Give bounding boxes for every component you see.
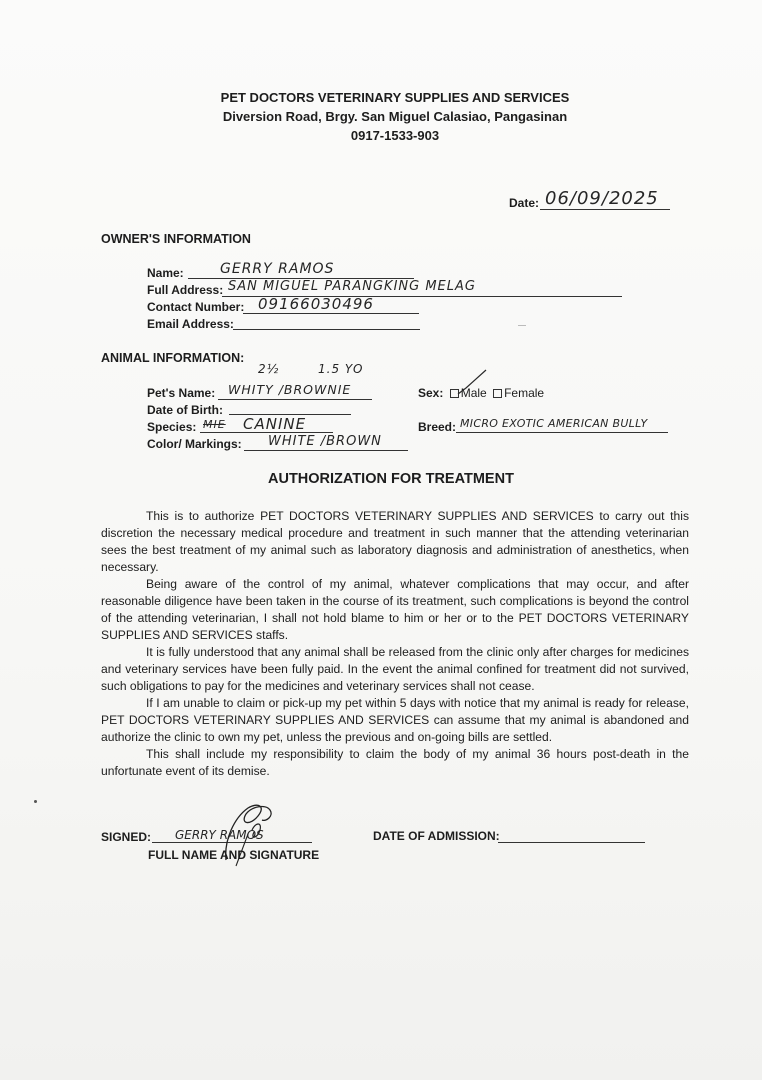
- owner-name-value[interactable]: GERRY RAMOS: [220, 261, 335, 277]
- paragraph-abandonment: If I am unable to claim or pick-up my pet within 5 days with notice that my animal is ready for release, PET DOCTORS VETERINARY SUPPLIES AND SERVICES can assume that my animal is abandoned and authorize the clinic to own my pet, unless the previous and on-going bills are settled.: [101, 696, 689, 744]
- owner-address-value[interactable]: SAN MIGUEL PARANGKING MELAG: [228, 279, 476, 294]
- scan-speck: [34, 800, 37, 803]
- signature-caption: FULL NAME AND SIGNATURE: [148, 848, 320, 862]
- authorization-title: AUTHORIZATION FOR TREATMENT: [268, 471, 514, 487]
- owner-name-label: Name:: [147, 266, 184, 280]
- color-label: Color/ Markings:: [147, 437, 242, 451]
- dob-label: Date of Birth:: [147, 403, 223, 417]
- breed-label: Breed:: [418, 420, 457, 434]
- age-note-2: 1.5 YO: [318, 362, 364, 376]
- admission-line[interactable]: [498, 842, 645, 843]
- color-value[interactable]: WHITE /BROWN: [268, 434, 382, 449]
- date-value[interactable]: 06/09/2025: [545, 188, 659, 209]
- species-value[interactable]: CANINE: [243, 415, 307, 433]
- color-line: [244, 450, 408, 451]
- male-check-mark-icon: [452, 368, 492, 400]
- paragraph-complications: Being aware of the control of my animal, whatever complications that may occur, and after reasonable diligence have been taken in the course of its treatment, such complications is beyond the control of the attending veterinarian, I shall not hold blame to him or her or to the PET DOCTORS VETERINARY SUPPLIES AND SERVICES staffs.: [101, 577, 689, 642]
- breed-line: [456, 432, 668, 433]
- species-label: Species:: [147, 420, 197, 434]
- species-struck-value: MIE: [203, 418, 226, 431]
- owner-contact-label: Contact Number:: [147, 300, 245, 314]
- date-label: Date:: [509, 196, 540, 210]
- animal-heading: ANIMAL INFORMATION:: [101, 351, 245, 365]
- signed-label: SIGNED:: [101, 830, 152, 844]
- scan-speck: [518, 325, 526, 326]
- pet-name-value[interactable]: WHITY /BROWNIE: [228, 382, 352, 397]
- owner-email-label: Email Address:: [147, 317, 234, 331]
- paragraph-charges: It is fully understood that any animal shall be released from the clinic only after charges for medicines and veterinary services have been fully paid. In the event the animal confined for treatment did not survived, such obligations to pay for the medicines and veterinary services shall not cease.: [101, 645, 689, 693]
- company-address: Diversion Road, Brgy. San Miguel Calasiao, Pangasinan: [222, 109, 568, 124]
- company-name: PET DOCTORS VETERINARY SUPPLIES AND SERVICES: [220, 90, 570, 105]
- admission-label: DATE OF ADMISSION:: [373, 829, 500, 843]
- owner-heading: OWNER'S INFORMATION: [101, 232, 251, 246]
- sex-male-label: Male: [460, 386, 487, 400]
- owner-email-line[interactable]: [233, 329, 420, 330]
- owner-address-label: Full Address:: [147, 283, 224, 297]
- authorization-body: [101, 508, 689, 780]
- breed-value[interactable]: MICRO EXOTIC AMERICAN BULLY: [460, 417, 648, 430]
- owner-contact-line: [243, 313, 419, 314]
- company-phone: 0917-1533-903: [350, 128, 440, 143]
- signed-name-value[interactable]: GERRY RAMOS: [175, 828, 264, 842]
- date-line: [540, 209, 670, 210]
- pet-name-line: [218, 399, 372, 400]
- owner-contact-value[interactable]: 09166030496: [258, 295, 374, 313]
- paragraph-authorize: This is to authorize PET DOCTORS VETERINARY SUPPLIES AND SERVICES to carry out this discretion the necessary medical procedure and treatment in such manner that the attending veterinarian sees the best treatment of my animal such as laboratory diagnosis and administration of anesthetics, when necessary.: [101, 509, 689, 574]
- paragraph-post-death: This shall include my responsibility to claim the body of my animal 36 hours post-death in the unfortunate event of its demise.: [101, 747, 689, 778]
- age-note-1: 2½: [258, 362, 280, 376]
- sex-female-label: Female: [504, 386, 545, 400]
- female-checkbox[interactable]: [493, 389, 502, 398]
- pet-name-label: Pet's Name:: [147, 386, 216, 400]
- sex-label: Sex:: [418, 386, 444, 400]
